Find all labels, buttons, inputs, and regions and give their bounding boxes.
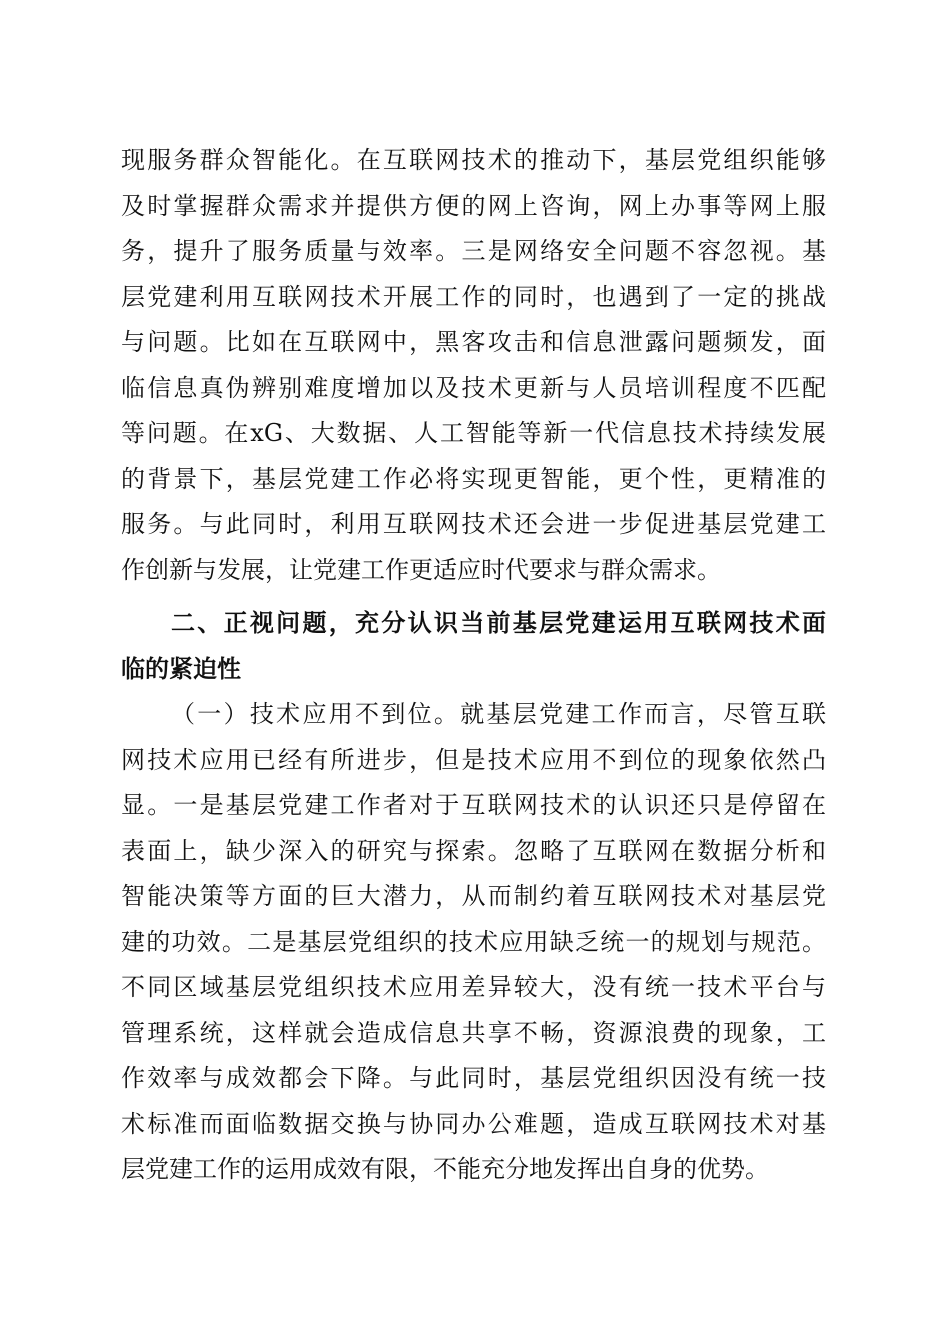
heading-line: 临的紧迫性 — [121, 654, 241, 683]
text-line: 等问题。在xG、大数据、人工智能等新一代信息技术持续发展 — [121, 419, 826, 447]
text-line: 与问题。比如在互联网中，黑客攻击和信息泄露问题频发，面 — [121, 328, 826, 356]
document-body — [121, 138, 826, 1193]
text-line: 及时掌握群众需求并提供方便的网上咨询，网上办事等网上服 — [121, 191, 826, 220]
text-line: 不同区域基层党组织技术应用差异较大，没有统一技术平台与 — [121, 973, 826, 1001]
heading-line: 二、正视问题，充分认识当前基层党建运用互联网技术面 — [171, 609, 826, 637]
text-line: 的背景下，基层党建工作必将实现更智能，更个性，更精准的 — [121, 464, 826, 493]
text-line: 临信息真伪辨别难度增加以及技术更新与人员培训程度不匹配 — [121, 373, 826, 402]
text-line: 术标准而面临数据交换与协同办公难题，造成互联网技术对基 — [121, 1109, 826, 1138]
text-line: 表面上，缺少深入的研究与探索。忽略了互联网在数据分析和 — [121, 836, 826, 865]
text-line: 网技术应用已经有所进步，但是技术应用不到位的现象依然凸 — [121, 745, 826, 774]
text-line: 管理系统，这样就会造成信息共享不畅，资源浪费的现象，工 — [121, 1018, 826, 1047]
paragraph-continued — [121, 138, 826, 593]
section-heading — [121, 601, 826, 692]
text-line: 显。一是基层党建工作者对于互联网技术的认识还只是停留在 — [121, 791, 826, 819]
text-line: 建的功效。二是基层党组织的技术应用缺乏统一的规划与规范。 — [121, 927, 826, 956]
text-line: （一）技术应用不到位。就基层党建工作而言，尽管互联 — [171, 700, 826, 728]
paragraph-technology-application — [121, 692, 826, 1193]
text-line: 层党建利用互联网技术开展工作的同时，也遇到了一定的挑战 — [121, 282, 826, 311]
text-line: 服务。与此同时，利用互联网技术还会进一步促进基层党建工 — [121, 510, 826, 538]
text-line: 智能决策等方面的巨大潜力，从而制约着互联网技术对基层党 — [121, 882, 826, 910]
text-line: 作效率与成效都会下降。与此同时，基层党组织因没有统一技 — [121, 1064, 826, 1092]
text-line: 层党建工作的运用成效有限，不能充分地发挥出自身的优势。 — [121, 1155, 769, 1183]
text-line: 现服务群众智能化。在互联网技术的推动下，基层党组织能够 — [121, 146, 826, 174]
text-line: 作创新与发展，让党建工作更适应时代要求与群众需求。 — [121, 555, 721, 584]
text-line: 务，提升了服务质量与效率。三是网络安全问题不容忽视。基 — [121, 237, 826, 265]
paragraph-gap — [121, 593, 826, 601]
